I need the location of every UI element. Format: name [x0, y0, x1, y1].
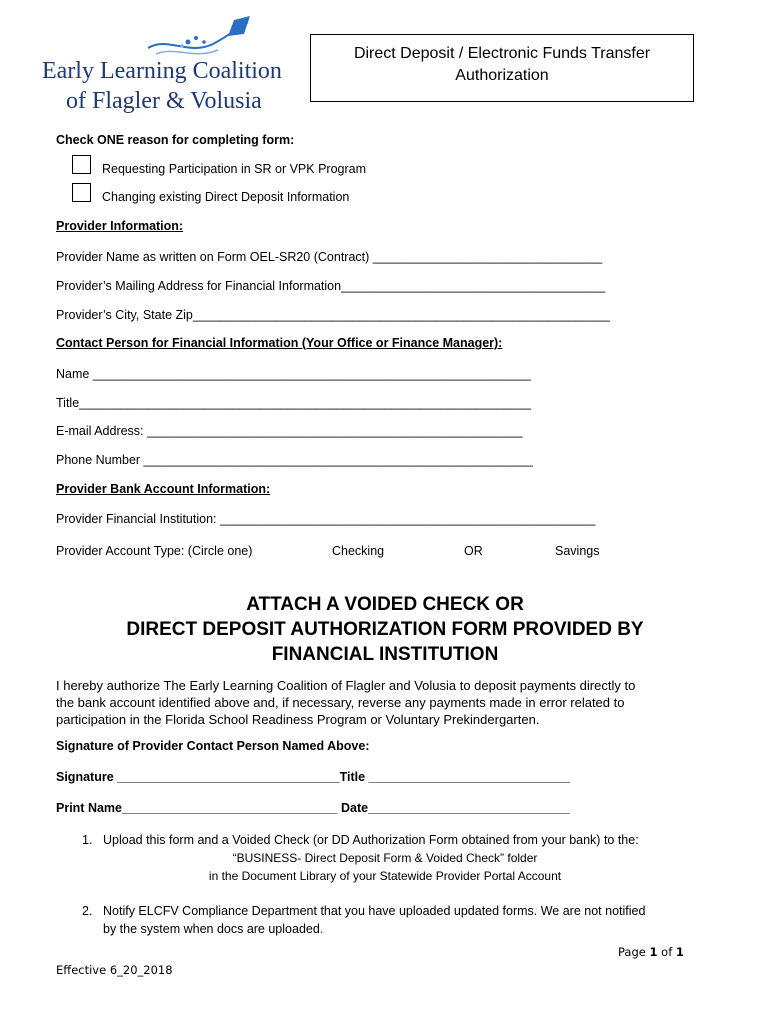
- instruction-1-line-2: “BUSINESS- Direct Deposit Form & Voided Check” folder: [232, 851, 538, 865]
- page-prefix: Page: [618, 945, 650, 959]
- page-total: 1: [675, 945, 684, 959]
- reason-heading: Check ONE reason for completing form:: [56, 133, 295, 147]
- form-title-box: [310, 34, 694, 102]
- provider-info-heading: Provider Information:: [56, 219, 184, 233]
- contact-title-field[interactable]: Title_________________________________________________________________: [56, 396, 532, 410]
- instruction-1-line-1: Upload this form and a Voided Check (or DD Authorization Form obtained from your bank) to the:: [103, 833, 639, 847]
- provider-name-field[interactable]: Provider Name as written on Form OEL-SR20 (Contract) _________________________________: [56, 250, 603, 264]
- contact-name-field[interactable]: Name _______________________________________________________________: [56, 367, 531, 381]
- contact-phone-field[interactable]: Phone Number ________________________________________________________: [56, 453, 533, 467]
- attach-heading-line-1: ATTACH A VOIDED CHECK OR: [246, 594, 524, 615]
- account-type-label: Provider Account Type: (Circle one): [56, 544, 253, 558]
- instruction-2-line-2: by the system when docs are uploaded.: [103, 922, 324, 936]
- attach-heading: [0, 592, 770, 667]
- instruction-2-line-1: Notify ELCFV Compliance Department that you have uploaded updated forms. We are not notified: [103, 904, 646, 918]
- signature-heading: Signature of Provider Contact Person Named Above:: [56, 739, 370, 753]
- reason-checkbox-changing[interactable]: [72, 183, 91, 202]
- instruction-1-number: 1.: [82, 833, 93, 847]
- account-type-checking[interactable]: Checking: [332, 544, 385, 558]
- bank-heading: Provider Bank Account Information:: [56, 482, 271, 496]
- form-title-line-2: Authorization: [455, 67, 549, 84]
- provider-address-field[interactable]: Provider’s Mailing Address for Financial Information______________________________________: [56, 279, 606, 293]
- authorization-paragraph: [56, 677, 696, 728]
- signature-title-field[interactable]: Signature ________________________________Title _____________________________: [56, 770, 571, 784]
- bank-institution-field[interactable]: Provider Financial Institution: ______________________________________________________: [56, 512, 596, 526]
- page-current: 1: [649, 945, 658, 959]
- effective-date: Effective 6_20_2018: [56, 963, 173, 977]
- authorization-line-1: I hereby authorize The Early Learning Coalition of Flagler and Volusia to deposit payments directly to: [56, 678, 636, 693]
- contact-email-field[interactable]: E-mail Address: ______________________________________________________: [56, 424, 523, 438]
- provider-city-field[interactable]: Provider’s City, State Zip____________________________________________________________: [56, 308, 610, 322]
- authorization-line-2: the bank account identified above and, if necessary, reverse any payments made in error related to: [56, 695, 625, 710]
- attach-heading-line-3: FINANCIAL INSTITUTION: [271, 644, 499, 665]
- instruction-1-line-3: in the Document Library of your Statewide Provider Portal Account: [208, 869, 562, 883]
- contact-heading: Contact Person for Financial Information (Your Office or Finance Manager):: [56, 336, 503, 350]
- reason-option-participation: Requesting Participation in SR or VPK Program: [102, 162, 367, 176]
- account-type-savings[interactable]: Savings: [555, 544, 600, 558]
- authorization-line-3: participation in the Florida School Readiness Program or Voluntary Prekindergarten.: [56, 712, 540, 727]
- reason-checkbox-participation[interactable]: [72, 155, 91, 174]
- page-number: [618, 945, 684, 959]
- instruction-2-number: 2.: [82, 904, 93, 918]
- print-name-date-field[interactable]: Print Name_______________________________ Date_____________________________: [56, 801, 570, 815]
- page-of: of: [657, 945, 676, 959]
- account-type-or: OR: [464, 544, 483, 558]
- form-title-line-1: Direct Deposit / Electronic Funds Transfer: [353, 45, 651, 62]
- logo-line-1: Early Learning Coalition: [42, 58, 282, 84]
- attach-heading-line-2: DIRECT DEPOSIT AUTHORIZATION FORM PROVIDED BY: [126, 619, 644, 640]
- logo-line-2: of Flagler & Volusia: [66, 88, 262, 114]
- reason-option-changing: Changing existing Direct Deposit Information: [102, 190, 350, 204]
